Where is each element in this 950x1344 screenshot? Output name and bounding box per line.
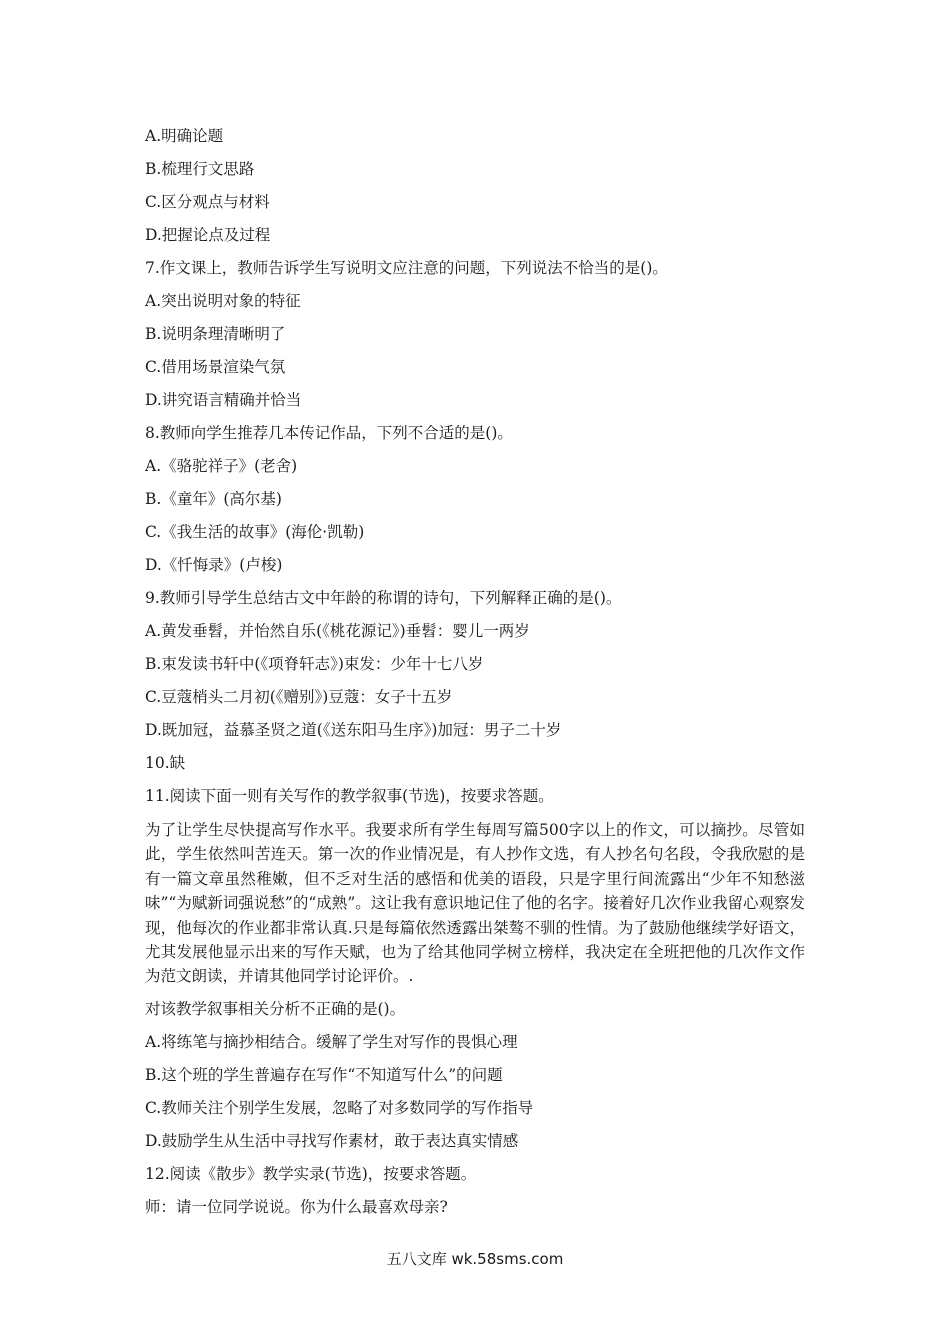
option-b-q6: B.梳理行文思路 bbox=[145, 160, 255, 178]
option-a-q7: A.突出说明对象的特征 bbox=[145, 292, 301, 310]
option-a-q11: A.将练笔与摘抄相结合。缓解了学生对写作的畏惧心理 bbox=[145, 1033, 518, 1051]
question-11-prompt: 对该教学叙事相关分析不正确的是()。 bbox=[145, 1000, 406, 1018]
option-a-q6: A.明确论题 bbox=[145, 127, 224, 145]
option-b-q8: B.《童年》(高尔基) bbox=[145, 490, 282, 508]
option-d-q9: D.既加冠，益慕圣贤之道(《送东阳马生序》)加冠：男子二十岁 bbox=[145, 721, 562, 739]
option-d-q6: D.把握论点及过程 bbox=[145, 226, 271, 244]
option-b-q9: B.束发读书轩中(《项脊轩志》)束发：少年十七八岁 bbox=[145, 655, 484, 673]
question-7: 7.作文课上，教师告诉学生写说明文应注意的问题，下列说法不恰当的是()。 bbox=[145, 259, 668, 277]
option-d-q7: D.讲究语言精确并恰当 bbox=[145, 391, 302, 409]
option-a-q9: A.黄发垂髫，并怡然自乐(《桃花源记》)垂髫：婴儿一两岁 bbox=[145, 622, 530, 640]
option-d-q8: D.《忏悔录》(卢梭) bbox=[145, 556, 283, 574]
question-12: 12.阅读《散步》教学实录(节选)，按要求答题。 bbox=[145, 1165, 477, 1183]
option-a-q8: A.《骆驼祥子》(老舍) bbox=[145, 457, 298, 475]
option-c-q7: C.借用场景渲染气氛 bbox=[145, 358, 286, 376]
option-c-q8: C.《我生活的故事》(海伦·凯勒) bbox=[145, 523, 365, 541]
question-11: 11.阅读下面一则有关写作的教学叙事(节选)，按要求答题。 bbox=[145, 787, 554, 805]
question-9: 9.教师引导学生总结古文中年龄的称谓的诗句，下列解释正确的是()。 bbox=[145, 589, 622, 607]
dialogue-line: 师：请一位同学说说。你为什么最喜欢母亲? bbox=[145, 1198, 448, 1216]
question-10: 10.缺 bbox=[145, 754, 186, 772]
question-8: 8.教师向学生推荐几本传记作品，下列不合适的是()。 bbox=[145, 424, 513, 442]
option-b-q11: B.这个班的学生普遍存在写作“不知道写什么”的问题 bbox=[145, 1066, 503, 1084]
option-d-q11: D.鼓励学生从生活中寻找写作素材，敢于表达真实情感 bbox=[145, 1132, 519, 1150]
option-c-q9: C.豆蔻梢头二月初(《赠别》)豆蔻：女子十五岁 bbox=[145, 688, 453, 706]
option-c-q11: C.教师关注个别学生发展，忽略了对多数同学的写作指导 bbox=[145, 1099, 534, 1117]
option-b-q7: B.说明条理清晰明了 bbox=[145, 325, 286, 343]
reading-passage: 为了让学生尽快提高写作水平。我要求所有学生每周写篇500字以上的作文，可以摘抄。尽管如此，学生依然叫苦连天。第一次的作业情况是，有人抄作文选，有人抄名句名段，令我欣慰的是有一篇文章虽然稚嫩，但不乏对生活的感悟和优美的语段，只是字里行间流露出“少年不知愁滋味”“为赋新词强说愁”的“成熟”。这让我有意识地记住了他的名字。接着好几次作业我留心观察发现，他每次的作业都非常认真.只是每篇依然透露出桀骜不驯的性情。为了鼓励他继续学好语文，尤其发展他显示出来的写作天赋，也为了给其他同学树立榜样，我决定在全班把他的几次作文作为范文朗读，并请其他同学讨论评价。. bbox=[145, 821, 805, 986]
option-c-q6: C.区分观点与材料 bbox=[145, 193, 270, 211]
page-footer: 五八文库 wk.58sms.com bbox=[386, 1250, 564, 1268]
